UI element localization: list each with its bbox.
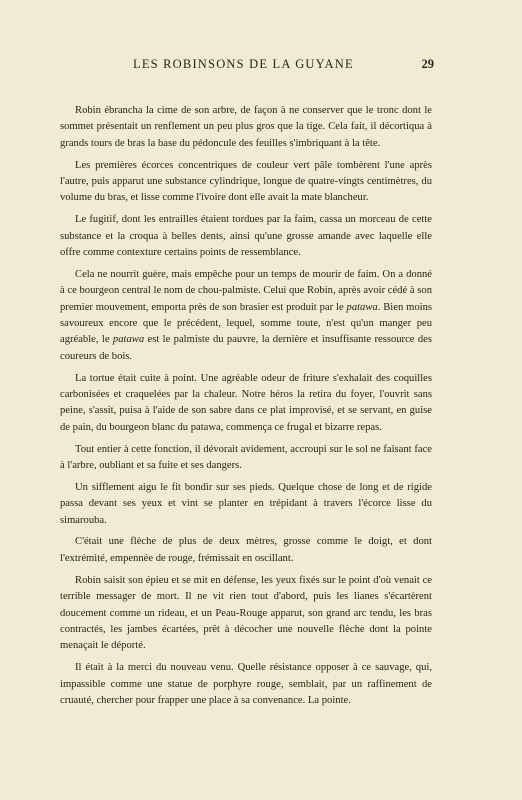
paragraph: Cela ne nourrit guère, mais empêche pour un temps de mourir de faim. On a donné à ce bourgeon central le nom de chou-palmiste. Celui que Robin, après avoir cédé à son premier mouvement, emporta près de son brasier est produit par le patawa. Bien moins savoureux encore que le précédent, lequel, somme toute, n'est qu'un manger peu agréable, le patawa est le palmiste du pauvre, la dernière et insuffisante ressource des coureurs de bois.: [60, 268, 432, 362]
running-title: LES ROBINSONS DE LA GUYANE: [133, 57, 354, 71]
paragraph: Tout entier à cette fonction, il dévorait avidement, accroupi sur le sol ne faisant face à l'arbre, oubliant et sa fuite et ses dangers.: [60, 443, 432, 472]
paragraph: Robin ébrancha la cime de son arbre, de façon à ne conserver que le tronc dont le sommet présentait un renflement un peu plus gros que la tige. Cela fait, il décortiqua à grands tours de bras la base du pédoncule des feuilles s'imbriquant à la tête.: [60, 105, 432, 149]
paragraph: Un sifflement aigu le fit bondir sur ses pieds. Quelque chose de long et de rigide passa devant ses yeux et vint se planter en trépidant à travers l'écorce lisse du simarouba.: [60, 481, 432, 526]
paragraph: Robin saisit son épieu et se mit en défense, les yeux fixés sur le point d'où venait ce terrible messager de mort. Il ne vit rien tout d'abord, puis les lianes s'écartèrent doucement comme un rideau, et un Peau-Rouge apparut, son grand arc tendu, les bras contractés, les jambes écartées, prêt à décocher une nouvelle flèche dont la pointe menaçait le déporté.: [60, 574, 432, 652]
paragraph: Le fugitif, dont les entrailles étaient tordues par la faim, cassa un morceau de cette substance et la croqua à belles dents, ainsi qu'une grosse amande avec laquelle elle offre comme contexture certains points de ressemblance.: [60, 214, 432, 259]
body-text: [60, 103, 432, 715]
page-number: 29: [421, 57, 434, 71]
paragraph: La tortue était cuite à point. Une agréable odeur de friture s'exhalait des coquilles carbonisées et craquelées par la chaleur. Notre héros la retira du foyer, l'ouvrit sans peine, s'assit, puisa à l'aide de son sabre dans ce plat improvisé, et se servant, en guise de pain, du bourgeon blanc du patawa, commença ce frugal et bizarre repas.: [60, 372, 432, 433]
paragraph: Les premières écorces concentriques de couleur vert pâle tombèrent l'une après l'autre, puis apparut une substance cylindrique, longue de quatre-vingts centimètres, du volume du bras, et lisse comme l'ivoire dont elle avait la mate blancheur.: [60, 159, 432, 204]
paragraph: C'était une flèche de plus de deux mètres, grosse comme le doigt, et dont l'extrémité, empennée de rouge, frémissait en oscillant.: [60, 536, 432, 564]
page-header: [60, 57, 432, 77]
paragraph: Il était à la merci du nouveau venu. Quelle résistance opposer à ce sauvage, qui, impassible comme une statue de porphyre rouge, semblait, par un raffinement de cruauté, chercher pour frapper une place à sa convenance. La pointe.: [60, 662, 432, 706]
